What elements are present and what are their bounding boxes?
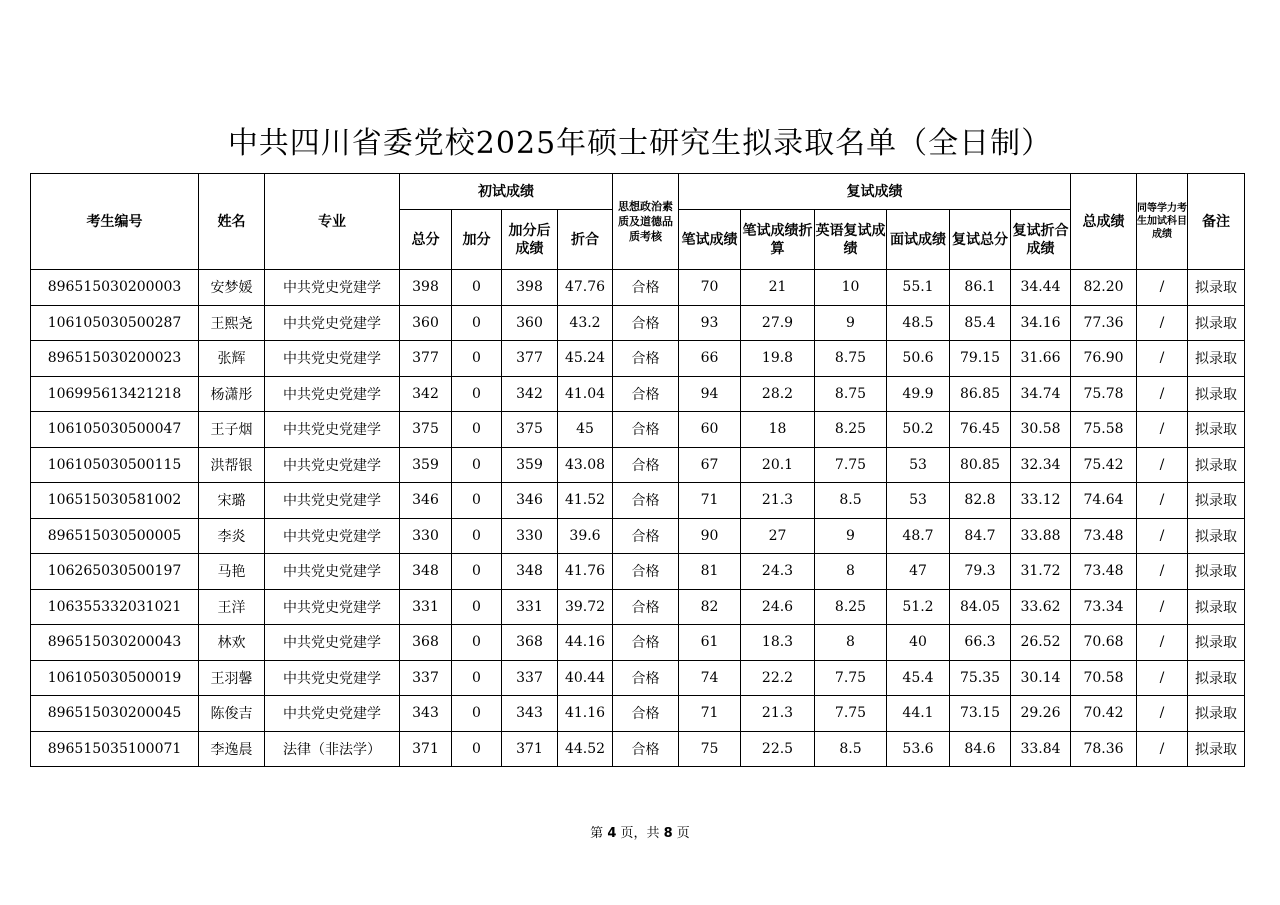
cell-name: 洪帮银	[199, 447, 265, 483]
cell-retest-total: 84.7	[950, 518, 1011, 554]
header-retest-fold: 复试折合成绩	[1011, 210, 1071, 270]
cell-english: 9	[815, 518, 887, 554]
table-row	[31, 376, 1245, 412]
header-written: 笔试成绩	[679, 210, 741, 270]
cell-written-fold: 24.3	[741, 554, 815, 590]
cell-prelim-after: 360	[502, 305, 558, 341]
cell-prelim-total: 330	[400, 518, 452, 554]
cell-remark: 拟录取	[1188, 341, 1245, 377]
cell-retest-fold: 26.52	[1011, 625, 1071, 661]
cell-name: 陈俊吉	[199, 696, 265, 732]
header-equiv: 同等学力考生加试科目成绩	[1137, 174, 1188, 270]
cell-written-fold: 28.2	[741, 376, 815, 412]
cell-prelim-bonus: 0	[452, 412, 502, 448]
cell-prelim-after: 368	[502, 625, 558, 661]
cell-prelim-bonus: 0	[452, 554, 502, 590]
cell-written: 82	[679, 589, 741, 625]
cell-prelim-after: 343	[502, 696, 558, 732]
cell-written-fold: 18.3	[741, 625, 815, 661]
cell-prelim-total: 398	[400, 270, 452, 306]
cell-retest-fold: 33.84	[1011, 731, 1071, 767]
cell-retest-total: 80.85	[950, 447, 1011, 483]
cell-written: 60	[679, 412, 741, 448]
cell-grand-total: 74.64	[1071, 483, 1137, 519]
cell-retest-total: 73.15	[950, 696, 1011, 732]
header-prelim-total: 总分	[400, 210, 452, 270]
table-row	[31, 660, 1245, 696]
cell-written: 61	[679, 625, 741, 661]
cell-political: 合格	[613, 554, 679, 590]
cell-retest-total: 79.3	[950, 554, 1011, 590]
admission-table	[30, 173, 1245, 767]
cell-interview: 40	[887, 625, 950, 661]
cell-remark: 拟录取	[1188, 589, 1245, 625]
cell-written-fold: 18	[741, 412, 815, 448]
cell-prelim-bonus: 0	[452, 376, 502, 412]
cell-major: 中共党史党建学	[265, 483, 400, 519]
cell-prelim-fold: 41.52	[558, 483, 613, 519]
cell-political: 合格	[613, 696, 679, 732]
cell-remark: 拟录取	[1188, 376, 1245, 412]
table-row	[31, 518, 1245, 554]
cell-retest-fold: 29.26	[1011, 696, 1071, 732]
cell-english: 10	[815, 270, 887, 306]
cell-english: 7.75	[815, 696, 887, 732]
cell-id: 106105030500287	[31, 305, 199, 341]
cell-grand-total: 75.78	[1071, 376, 1137, 412]
cell-written: 66	[679, 341, 741, 377]
cell-retest-total: 66.3	[950, 625, 1011, 661]
cell-remark: 拟录取	[1188, 447, 1245, 483]
cell-name: 李炎	[199, 518, 265, 554]
cell-prelim-total: 377	[400, 341, 452, 377]
cell-political: 合格	[613, 270, 679, 306]
cell-prelim-fold: 45.24	[558, 341, 613, 377]
cell-retest-fold: 31.72	[1011, 554, 1071, 590]
cell-interview: 53.6	[887, 731, 950, 767]
cell-id: 896515035100071	[31, 731, 199, 767]
cell-retest-total: 76.45	[950, 412, 1011, 448]
header-id: 考生编号	[31, 174, 199, 270]
cell-english: 8.25	[815, 412, 887, 448]
cell-political: 合格	[613, 376, 679, 412]
cell-prelim-fold: 45	[558, 412, 613, 448]
cell-interview: 50.2	[887, 412, 950, 448]
cell-name: 王熙尧	[199, 305, 265, 341]
cell-major: 中共党史党建学	[265, 305, 400, 341]
cell-id: 106265030500197	[31, 554, 199, 590]
cell-interview: 45.4	[887, 660, 950, 696]
cell-id: 106105030500115	[31, 447, 199, 483]
cell-prelim-bonus: 0	[452, 341, 502, 377]
cell-prelim-after: 330	[502, 518, 558, 554]
cell-retest-fold: 31.66	[1011, 341, 1071, 377]
cell-name: 林欢	[199, 625, 265, 661]
header-retest-group: 复试成绩	[679, 174, 1071, 210]
cell-name: 李逸晨	[199, 731, 265, 767]
cell-english: 8	[815, 625, 887, 661]
footer-suffix: 页	[672, 826, 690, 841]
cell-grand-total: 78.36	[1071, 731, 1137, 767]
cell-id: 896515030200043	[31, 625, 199, 661]
footer-total-pages: 8	[663, 826, 673, 841]
cell-political: 合格	[613, 447, 679, 483]
cell-prelim-after: 371	[502, 731, 558, 767]
cell-interview: 47	[887, 554, 950, 590]
cell-political: 合格	[613, 412, 679, 448]
cell-prelim-fold: 43.2	[558, 305, 613, 341]
cell-name: 安梦媛	[199, 270, 265, 306]
header-name: 姓名	[199, 174, 265, 270]
cell-english: 8	[815, 554, 887, 590]
cell-id: 896515030500005	[31, 518, 199, 554]
header-prelim-group: 初试成绩	[400, 174, 613, 210]
cell-written-fold: 20.1	[741, 447, 815, 483]
cell-prelim-bonus: 0	[452, 447, 502, 483]
cell-prelim-fold: 44.16	[558, 625, 613, 661]
cell-equiv: /	[1137, 305, 1188, 341]
cell-prelim-after: 342	[502, 376, 558, 412]
cell-remark: 拟录取	[1188, 625, 1245, 661]
cell-retest-fold: 30.14	[1011, 660, 1071, 696]
table-row	[31, 554, 1245, 590]
cell-english: 8.25	[815, 589, 887, 625]
cell-interview: 49.9	[887, 376, 950, 412]
cell-prelim-bonus: 0	[452, 589, 502, 625]
header-political: 思想政治素质及道德品质考核	[613, 174, 679, 270]
cell-prelim-fold: 40.44	[558, 660, 613, 696]
cell-prelim-bonus: 0	[452, 660, 502, 696]
cell-retest-total: 86.1	[950, 270, 1011, 306]
cell-grand-total: 75.58	[1071, 412, 1137, 448]
cell-prelim-fold: 44.52	[558, 731, 613, 767]
cell-political: 合格	[613, 518, 679, 554]
cell-equiv: /	[1137, 696, 1188, 732]
cell-prelim-total: 346	[400, 483, 452, 519]
cell-interview: 53	[887, 483, 950, 519]
cell-major: 中共党史党建学	[265, 625, 400, 661]
cell-major: 中共党史党建学	[265, 554, 400, 590]
cell-remark: 拟录取	[1188, 518, 1245, 554]
cell-major: 法律（非法学）	[265, 731, 400, 767]
cell-prelim-fold: 41.04	[558, 376, 613, 412]
table-row	[31, 589, 1245, 625]
cell-name: 王洋	[199, 589, 265, 625]
cell-interview: 44.1	[887, 696, 950, 732]
cell-prelim-after: 377	[502, 341, 558, 377]
cell-retest-fold: 33.12	[1011, 483, 1071, 519]
cell-id: 106105030500047	[31, 412, 199, 448]
cell-prelim-bonus: 0	[452, 483, 502, 519]
cell-retest-total: 75.35	[950, 660, 1011, 696]
cell-id: 896515030200023	[31, 341, 199, 377]
header-written-fold: 笔试成绩折算	[741, 210, 815, 270]
header-prelim-fold: 折合	[558, 210, 613, 270]
cell-written: 67	[679, 447, 741, 483]
cell-retest-total: 84.05	[950, 589, 1011, 625]
cell-grand-total: 73.48	[1071, 518, 1137, 554]
cell-prelim-bonus: 0	[452, 270, 502, 306]
cell-major: 中共党史党建学	[265, 412, 400, 448]
cell-remark: 拟录取	[1188, 696, 1245, 732]
cell-written: 94	[679, 376, 741, 412]
cell-remark: 拟录取	[1188, 305, 1245, 341]
cell-name: 马艳	[199, 554, 265, 590]
cell-written: 71	[679, 483, 741, 519]
footer-middle: 页，共	[616, 826, 664, 841]
cell-id: 106105030500019	[31, 660, 199, 696]
cell-prelim-fold: 41.16	[558, 696, 613, 732]
cell-major: 中共党史党建学	[265, 341, 400, 377]
cell-prelim-total: 360	[400, 305, 452, 341]
cell-grand-total: 73.34	[1071, 589, 1137, 625]
cell-english: 8.75	[815, 376, 887, 412]
cell-written-fold: 19.8	[741, 341, 815, 377]
cell-written: 75	[679, 731, 741, 767]
cell-interview: 53	[887, 447, 950, 483]
cell-political: 合格	[613, 341, 679, 377]
cell-prelim-after: 337	[502, 660, 558, 696]
header-retest-total: 复试总分	[950, 210, 1011, 270]
cell-prelim-fold: 41.76	[558, 554, 613, 590]
cell-equiv: /	[1137, 731, 1188, 767]
cell-prelim-total: 331	[400, 589, 452, 625]
cell-prelim-total: 368	[400, 625, 452, 661]
header-major: 专业	[265, 174, 400, 270]
cell-prelim-bonus: 0	[452, 305, 502, 341]
cell-written: 70	[679, 270, 741, 306]
cell-retest-fold: 32.34	[1011, 447, 1071, 483]
cell-grand-total: 76.90	[1071, 341, 1137, 377]
cell-interview: 51.2	[887, 589, 950, 625]
header-grand-total: 总成绩	[1071, 174, 1137, 270]
cell-grand-total: 82.20	[1071, 270, 1137, 306]
cell-equiv: /	[1137, 376, 1188, 412]
cell-remark: 拟录取	[1188, 731, 1245, 767]
cell-prelim-total: 375	[400, 412, 452, 448]
page-footer	[0, 822, 1280, 841]
header-prelim-bonus: 加分	[452, 210, 502, 270]
cell-prelim-after: 398	[502, 270, 558, 306]
table-row	[31, 270, 1245, 306]
cell-prelim-after: 346	[502, 483, 558, 519]
cell-political: 合格	[613, 731, 679, 767]
cell-interview: 48.7	[887, 518, 950, 554]
cell-major: 中共党史党建学	[265, 696, 400, 732]
cell-prelim-total: 343	[400, 696, 452, 732]
cell-id: 106515030581002	[31, 483, 199, 519]
cell-id: 106355332031021	[31, 589, 199, 625]
cell-prelim-fold: 43.08	[558, 447, 613, 483]
cell-retest-total: 85.4	[950, 305, 1011, 341]
cell-political: 合格	[613, 483, 679, 519]
cell-equiv: /	[1137, 554, 1188, 590]
page-title: 中共四川省委党校2025年硕士研究生拟录取名单（全日制）	[227, 126, 1053, 161]
cell-equiv: /	[1137, 589, 1188, 625]
cell-written-fold: 24.6	[741, 589, 815, 625]
header-remark: 备注	[1188, 174, 1245, 270]
cell-equiv: /	[1137, 412, 1188, 448]
cell-written: 93	[679, 305, 741, 341]
cell-prelim-bonus: 0	[452, 625, 502, 661]
cell-name: 杨潇彤	[199, 376, 265, 412]
table-row	[31, 625, 1245, 661]
cell-name: 宋璐	[199, 483, 265, 519]
footer-page-number: 4	[607, 826, 617, 841]
cell-written-fold: 22.5	[741, 731, 815, 767]
cell-prelim-fold: 39.72	[558, 589, 613, 625]
cell-remark: 拟录取	[1188, 554, 1245, 590]
cell-equiv: /	[1137, 270, 1188, 306]
cell-equiv: /	[1137, 483, 1188, 519]
table-row	[31, 447, 1245, 483]
cell-prelim-total: 348	[400, 554, 452, 590]
cell-retest-total: 79.15	[950, 341, 1011, 377]
header-prelim-after: 加分后成绩	[502, 210, 558, 270]
cell-major: 中共党史党建学	[265, 518, 400, 554]
footer-prefix: 第	[590, 826, 608, 841]
cell-equiv: /	[1137, 341, 1188, 377]
cell-prelim-total: 337	[400, 660, 452, 696]
cell-major: 中共党史党建学	[265, 376, 400, 412]
cell-written: 90	[679, 518, 741, 554]
cell-english: 7.75	[815, 660, 887, 696]
cell-prelim-after: 375	[502, 412, 558, 448]
cell-name: 张辉	[199, 341, 265, 377]
cell-english: 8.75	[815, 341, 887, 377]
table-row	[31, 412, 1245, 448]
table-row	[31, 341, 1245, 377]
cell-equiv: /	[1137, 660, 1188, 696]
cell-prelim-total: 359	[400, 447, 452, 483]
cell-retest-fold: 34.74	[1011, 376, 1071, 412]
cell-retest-fold: 30.58	[1011, 412, 1071, 448]
cell-english: 8.5	[815, 731, 887, 767]
cell-written-fold: 27.9	[741, 305, 815, 341]
cell-grand-total: 75.42	[1071, 447, 1137, 483]
cell-id: 896515030200003	[31, 270, 199, 306]
cell-retest-fold: 34.16	[1011, 305, 1071, 341]
cell-prelim-total: 371	[400, 731, 452, 767]
cell-written-fold: 21	[741, 270, 815, 306]
cell-written-fold: 22.2	[741, 660, 815, 696]
cell-prelim-fold: 39.6	[558, 518, 613, 554]
cell-political: 合格	[613, 660, 679, 696]
table-row	[31, 696, 1245, 732]
cell-grand-total: 70.58	[1071, 660, 1137, 696]
table-body	[31, 270, 1245, 767]
cell-equiv: /	[1137, 518, 1188, 554]
cell-interview: 55.1	[887, 270, 950, 306]
cell-prelim-bonus: 0	[452, 696, 502, 732]
cell-written-fold: 21.3	[741, 483, 815, 519]
cell-prelim-total: 342	[400, 376, 452, 412]
cell-political: 合格	[613, 589, 679, 625]
cell-english: 7.75	[815, 447, 887, 483]
cell-written: 71	[679, 696, 741, 732]
cell-remark: 拟录取	[1188, 660, 1245, 696]
cell-prelim-after: 331	[502, 589, 558, 625]
cell-grand-total: 70.68	[1071, 625, 1137, 661]
cell-retest-fold: 34.44	[1011, 270, 1071, 306]
cell-interview: 50.6	[887, 341, 950, 377]
cell-retest-total: 84.6	[950, 731, 1011, 767]
cell-english: 9	[815, 305, 887, 341]
cell-id: 896515030200045	[31, 696, 199, 732]
cell-grand-total: 73.48	[1071, 554, 1137, 590]
cell-written: 74	[679, 660, 741, 696]
header-english: 英语复试成绩	[815, 210, 887, 270]
cell-grand-total: 70.42	[1071, 696, 1137, 732]
cell-id: 106995613421218	[31, 376, 199, 412]
cell-retest-fold: 33.88	[1011, 518, 1071, 554]
cell-remark: 拟录取	[1188, 270, 1245, 306]
cell-name: 王子烟	[199, 412, 265, 448]
cell-remark: 拟录取	[1188, 412, 1245, 448]
cell-name: 王羽馨	[199, 660, 265, 696]
table-row	[31, 731, 1245, 767]
cell-interview: 48.5	[887, 305, 950, 341]
cell-political: 合格	[613, 305, 679, 341]
cell-grand-total: 77.36	[1071, 305, 1137, 341]
cell-prelim-fold: 47.76	[558, 270, 613, 306]
cell-equiv: /	[1137, 447, 1188, 483]
cell-prelim-after: 348	[502, 554, 558, 590]
table-row	[31, 483, 1245, 519]
cell-remark: 拟录取	[1188, 483, 1245, 519]
cell-prelim-bonus: 0	[452, 731, 502, 767]
cell-political: 合格	[613, 625, 679, 661]
cell-retest-total: 86.85	[950, 376, 1011, 412]
cell-major: 中共党史党建学	[265, 447, 400, 483]
cell-major: 中共党史党建学	[265, 660, 400, 696]
cell-major: 中共党史党建学	[265, 270, 400, 306]
cell-retest-total: 82.8	[950, 483, 1011, 519]
cell-major: 中共党史党建学	[265, 589, 400, 625]
cell-retest-fold: 33.62	[1011, 589, 1071, 625]
table-row	[31, 305, 1245, 341]
header-interview: 面试成绩	[887, 210, 950, 270]
cell-prelim-after: 359	[502, 447, 558, 483]
cell-equiv: /	[1137, 625, 1188, 661]
cell-written-fold: 21.3	[741, 696, 815, 732]
cell-prelim-bonus: 0	[452, 518, 502, 554]
cell-written-fold: 27	[741, 518, 815, 554]
cell-english: 8.5	[815, 483, 887, 519]
cell-written: 81	[679, 554, 741, 590]
